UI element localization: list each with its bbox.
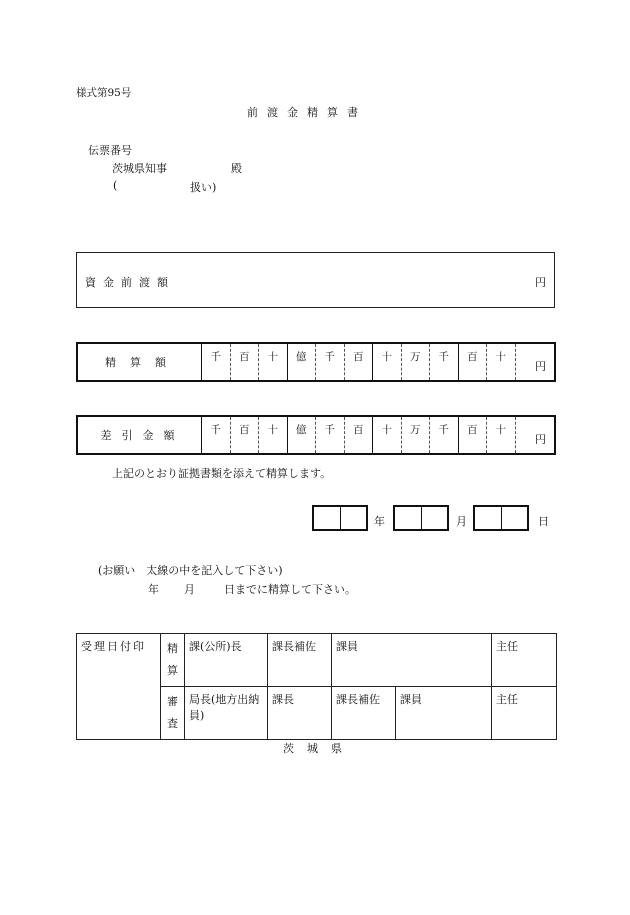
digit-cell[interactable] [288, 344, 317, 380]
chief-cell[interactable]: 主任 [492, 634, 557, 687]
digit-cell[interactable] [487, 417, 516, 453]
month-unit: 月 [456, 515, 467, 528]
settlement-vertical-label: 精 算 [161, 634, 185, 687]
digit-cell[interactable] [316, 344, 345, 380]
digit-unit: 十 [495, 424, 506, 436]
day-input[interactable] [473, 505, 529, 531]
difference-amount-label: 差引金額 [78, 417, 202, 453]
digit-unit: 万 [410, 351, 421, 363]
digit-cell[interactable] [430, 417, 459, 453]
digit-cell[interactable] [430, 344, 459, 380]
digit-unit: 千 [324, 424, 335, 436]
settlement-deadline-note [148, 581, 356, 597]
bureau-chief-cell[interactable]: 局長(地方出納員) [185, 687, 268, 740]
digit-unit: 億 [296, 351, 307, 363]
deputy-chief-cell[interactable]: 課長補佐 [332, 687, 396, 740]
digit-cell[interactable] [259, 344, 288, 380]
digit-unit: 千 [210, 351, 221, 363]
digit-unit: 百 [467, 351, 478, 363]
digit-unit: 千 [324, 351, 335, 363]
digit-cell[interactable] [231, 344, 260, 380]
chief-cell[interactable]: 主任 [492, 687, 557, 740]
audit-vertical-label: 審 査 [161, 687, 185, 740]
digit-unit: 十 [267, 424, 278, 436]
receipt-stamp-cell[interactable]: 受理日付印 [77, 634, 161, 740]
form-number: 様式第95号 [76, 87, 132, 99]
digit-cell[interactable] [202, 417, 231, 453]
approval-stamp-table [76, 633, 557, 740]
day-unit: 日 [538, 515, 549, 528]
staff-cell[interactable]: 課員 [396, 687, 492, 740]
handling-paren: ( [113, 179, 118, 192]
document-title: 前渡金精算書 [247, 106, 367, 119]
section-chief-cell[interactable]: 課(公所)長 [185, 634, 268, 687]
deputy-chief-cell[interactable]: 課長補佐 [268, 634, 332, 687]
digit-cell[interactable] [373, 344, 402, 380]
deadline-year: 年 [148, 583, 159, 596]
request-note: (お願い 太線の中を記入して下さい) [98, 564, 283, 577]
digit-cell[interactable] [259, 417, 288, 453]
settlement-yen-unit: 円 [535, 360, 546, 373]
digit-unit: 十 [267, 351, 278, 363]
digit-unit: 百 [353, 351, 364, 363]
statement-text: 上記のとおり証拠書類を添えて精算します。 [112, 467, 332, 480]
year-input[interactable] [312, 505, 368, 531]
honorific: 殿 [231, 162, 242, 175]
digit-cell[interactable] [373, 417, 402, 453]
advance-yen-unit: 円 [535, 276, 546, 289]
deadline-month: 月 [184, 583, 195, 596]
digit-cell[interactable] [459, 344, 488, 380]
slip-number-label: 伝票番号 [88, 144, 132, 157]
digit-cell[interactable] [316, 417, 345, 453]
digit-unit: 百 [239, 424, 250, 436]
deadline-tail: 日までに精算して下さい。 [224, 583, 356, 596]
handling-label: 扱い) [190, 181, 217, 194]
digit-unit: 億 [296, 424, 307, 436]
digit-cell[interactable] [459, 417, 488, 453]
yen-cell [516, 417, 555, 453]
digit-unit: 万 [410, 424, 421, 436]
digit-cell[interactable] [402, 344, 431, 380]
difference-yen-unit: 円 [535, 433, 546, 446]
digit-unit: 十 [495, 351, 506, 363]
digit-cell[interactable] [202, 344, 231, 380]
digit-cell[interactable] [402, 417, 431, 453]
digit-unit: 百 [353, 424, 364, 436]
advance-amount-box[interactable] [76, 252, 555, 308]
digit-unit: 十 [381, 351, 392, 363]
digit-cell[interactable] [487, 344, 516, 380]
digit-unit: 十 [381, 424, 392, 436]
addressee: 茨城県知事 [112, 162, 167, 175]
settlement-amount-box[interactable] [76, 342, 556, 382]
digit-cell[interactable] [231, 417, 260, 453]
staff-cell[interactable]: 課員 [332, 634, 492, 687]
digit-unit: 千 [210, 424, 221, 436]
advance-amount-label: 資金前渡額 [85, 276, 175, 289]
yen-cell [516, 344, 555, 380]
year-unit: 年 [374, 515, 385, 528]
difference-amount-box[interactable] [76, 415, 556, 455]
digit-unit: 百 [467, 424, 478, 436]
digit-cell[interactable] [345, 344, 374, 380]
section-chief-cell[interactable]: 課長 [268, 687, 332, 740]
digit-unit: 千 [438, 351, 449, 363]
prefecture-name: 茨城県 [283, 742, 355, 755]
digit-unit: 千 [438, 424, 449, 436]
month-input[interactable] [393, 505, 449, 531]
digit-unit: 百 [239, 351, 250, 363]
digit-cell[interactable] [345, 417, 374, 453]
settlement-amount-label: 精算額 [78, 344, 202, 380]
digit-cell[interactable] [288, 417, 317, 453]
